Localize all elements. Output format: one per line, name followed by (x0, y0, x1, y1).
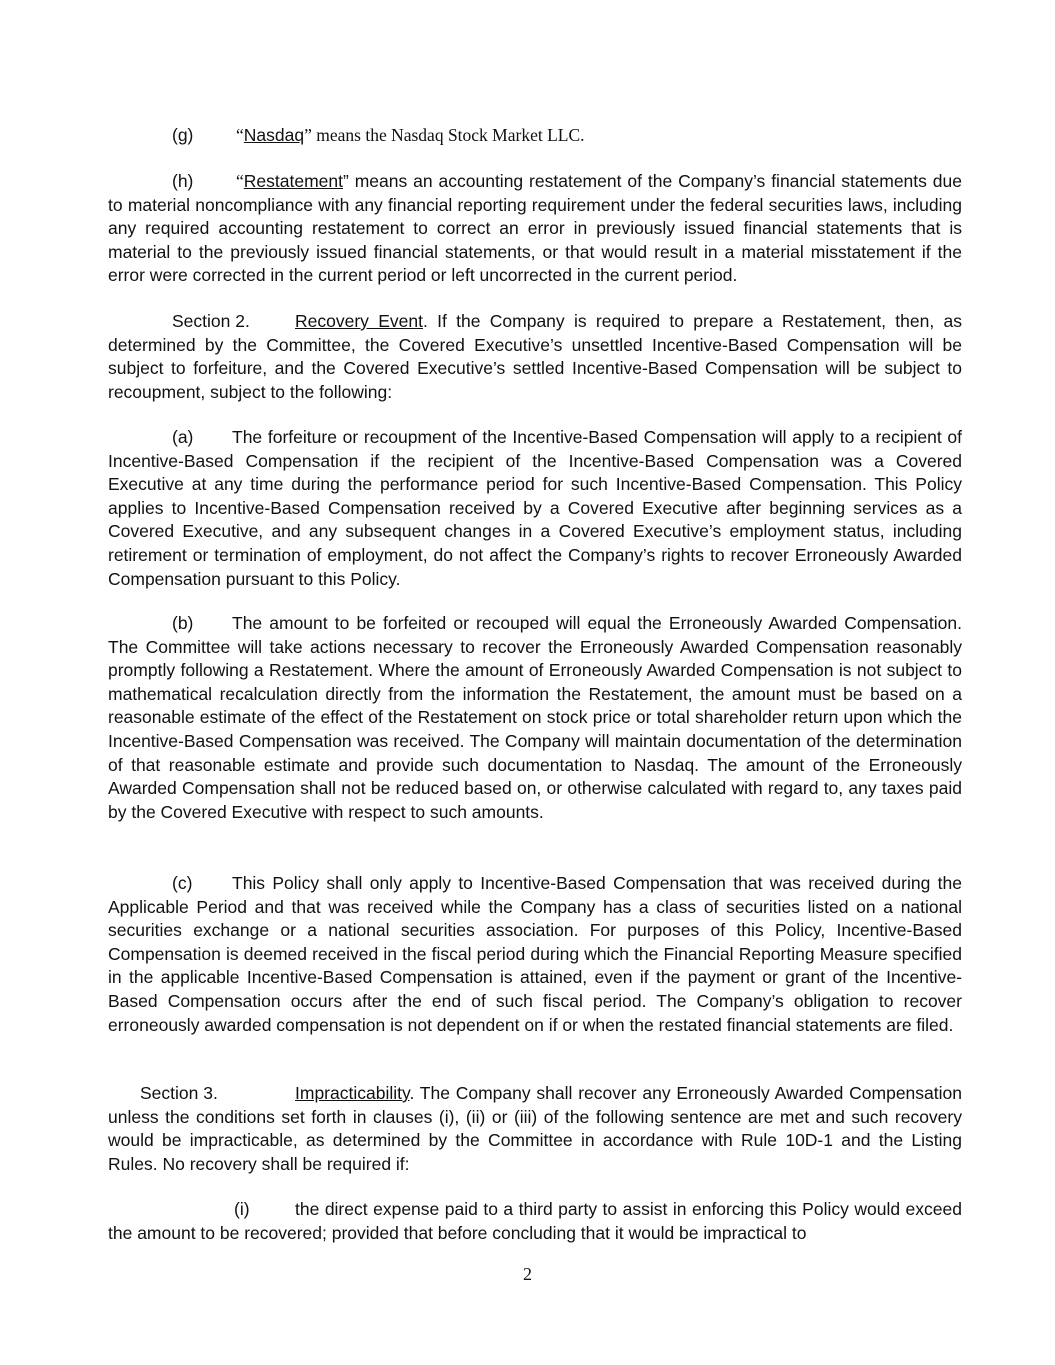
defined-term: Restatement (243, 171, 343, 191)
clause-label: (b) (172, 613, 194, 633)
clause-text: The forfeiture or recoupment of the Incentive-Based Compensation will apply to a recipient of Incentive-Based Compensation if the recipient of the Incentive-Based Compensation was a Covered Executive at any time during the performance period for such Incentive-Based Compensation. This Policy applies to Incentive-Based Compensation received by a Covered Executive after beginning services as a Covered Executive, and any subsequent changes in a Covered Executive’s employment status, including retirement or termination of employment, do not affect the Company’s rights to recover Erroneously Awarded Compensation pursuant to this Policy. (108, 427, 962, 589)
clause-text: This Policy shall only apply to Incentive-Based Compensation that was received during the Applicable Period and that was received while the Company has a class of securities listed on a national securities exchange or a national securities association. For purposes of this Policy, Incentive-Based Compensation is deemed received in the fiscal period during which the Financial Reporting Measure specified in the applicable Incentive-Based Compensation is attained, even if the payment or grant of the Incentive-Based Compensation occurs after the end of such fiscal period. The Company’s obligation to recover erroneously awarded compensation is not dependent on if or when the restated financial statements are filed. (108, 873, 962, 1035)
definition-text: ” means the Nasdaq Stock Market LLC. (304, 125, 585, 145)
clause-text: the direct expense paid to a third party to assist in enforcing this Policy would exceed the amount to be recovered; provided that before concluding that it would be impractical to (108, 1199, 962, 1243)
section-3-intro (108, 1082, 962, 1176)
clause-label: (a) (172, 427, 194, 447)
section-text: . If the Company is required to prepare a Restatement, then, as determined by the Committee, the Covered Executive’s unsettled Incentive-Based Compensation will be subject to forfeiture, and the Covered Executive’s settled Incentive-Based Compensation will be subject to recoupment, subject to the following: (108, 311, 963, 402)
defined-term: Nasdaq (243, 125, 305, 145)
definition-text: ” means an accounting restatement of the Company’s financial statements due to material noncompliance with any financial reporting requirement under the federal securities laws, including any required accounting restatement to correct an error in previously issued financial statements that is material to the previously issued financial statements, or that would result in a material misstatement if the error were corrected in the current period or left uncorrected in the current period. (108, 171, 962, 286)
section-2-clause-a (108, 426, 962, 591)
section-text: . The Company shall recover any Erroneously Awarded Compensation unless the conditions set forth in clauses (i), (ii) or (iii) of the following sentence are met and such recovery would be impracticable, as determined by the Committee in accordance with Rule 10D-1 and the Listing Rules. No recovery shall be required if: (108, 1083, 962, 1174)
section-label: Section 3. (140, 1083, 218, 1103)
clause-label: (h) (172, 171, 194, 191)
section-label: Section 2. (172, 311, 250, 331)
definition-h: (h) “Restatement” means an accounting restatement of the Company’s financial statements due to material noncompliance with any financial reporting requirement under the federal securities laws, including any required accounting restatement to correct an error in previously issued financial statements that is material to the previously issued financial statements, or that would result in a material misstatement if the error were corrected in the current period or left uncorrected in the current period. (108, 171, 962, 286)
clause-text: The amount to be forfeited or recouped will equal the Erroneously Awarded Compensation. The Committee will take actions necessary to recover the Erroneously Awarded Compensation reasonably promptly following a Restatement. Where the amount of Erroneously Awarded Compensation is not subject to mathematical recalculation directly from the information the Restatement, the amount must be based on a reasonable estimate of the effect of the Restatement on stock price or total shareholder return upon which the Incentive-Based Compensation was received. The Company will maintain documentation of the determination of that reasonable estimate and provide such documentation to Nasdaq. The amount of the Erroneously Awarded Compensation shall not be reduced based on, or otherwise calculated with regard to, any taxes paid by the Covered Executive with respect to such amounts. (108, 613, 962, 822)
section-heading: Impracticability (295, 1083, 410, 1103)
section-2-clause-c (108, 872, 962, 1037)
section-3-clause-i (108, 1198, 962, 1245)
clause-label: (c) (172, 873, 193, 893)
definition-g: (g) “Nasdaq” means the Nasdaq Stock Market LLC. (108, 124, 962, 148)
section-2-clause-b (108, 612, 962, 824)
section-heading: Recovery Event (295, 311, 423, 331)
clause-label: (i) (234, 1199, 250, 1219)
clause-label: (g) (172, 125, 194, 145)
page-number: 2 (523, 1264, 532, 1284)
section-2-intro (108, 310, 962, 404)
